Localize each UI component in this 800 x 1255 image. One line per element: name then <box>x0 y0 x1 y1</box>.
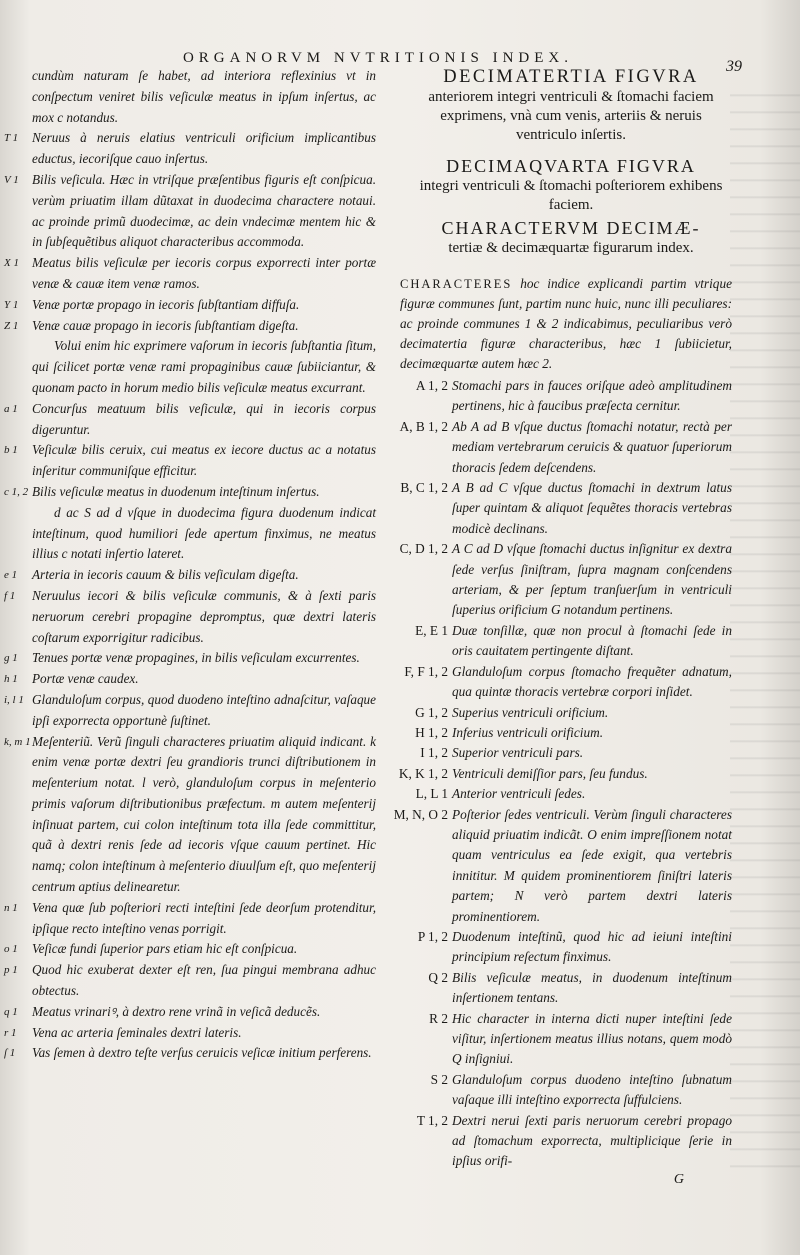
index-entry <box>4 253 376 295</box>
entry-key: o 1 <box>4 943 18 956</box>
index-entry <box>4 440 376 482</box>
right-column <box>370 66 732 1188</box>
entry-text: Anterior ventriculi ſedes. <box>452 786 586 802</box>
entry-text: Vena quæ ſub poſteriori recti inteſtini ſede deorſum protenditur, ipſique recto inteſtino venas porrigit. <box>32 899 376 936</box>
entry-key: I 1, 2 <box>420 745 448 761</box>
index-entry <box>4 939 376 960</box>
index-entry <box>4 960 376 1002</box>
entry-key: e 1 <box>4 569 18 582</box>
index-entry <box>370 621 732 662</box>
index-entry <box>18 336 376 398</box>
entry-key: k, m 1 <box>4 735 31 748</box>
figure-14-caption: integri ventriculi & ſtomachi poſteriorem exhibens faciem. <box>419 178 723 213</box>
entry-text: Superior ventriculi pars. <box>452 745 584 761</box>
entry-key: K, K 1, 2 <box>398 765 448 781</box>
entry-text: Veſicæ fundi ſuperior pars etiam hic eſt conſpicua. <box>32 941 298 957</box>
entry-text: Veſiculæ bilis ceruix, cui meatus ex iecore ductus ac a notatus inſeritur communiſque efficitur. <box>32 442 376 479</box>
figure-13-caption: anteriorem integri ventriculi & ſtomachi faciem exprimens, vnà cum venis, arteriis & neruis ventriculo inſertis. <box>428 89 714 143</box>
index-entry <box>4 690 376 732</box>
character-index-subtitle: tertiæ & decimæquartæ figurarum index. <box>448 240 694 256</box>
entry-text: Duæ tonſillæ, quæ non procul à ſtomachi ſede in oris cauitatem pertingente diſtant. <box>452 622 732 659</box>
entry-text: Dextri nerui ſexti paris neruorum cerebri propago ad ſtomachum exporrecta, multiplicique ſerie in ipſius orifi- <box>452 1112 732 1169</box>
entry-key: r 1 <box>4 1026 17 1039</box>
entry-text: Ventriculi demiſſior pars, ſeu fundus. <box>452 765 648 781</box>
entry-text: Volui enim hic exprimere vaſorum in iecoris ſubſtantia ſitum, qui ſcilicet portæ venæ rami propaginibus cauæ ſubiiciantur, & quonam pacto in horum medio bilis veſiculæ meatus excurrant. <box>32 338 376 395</box>
entry-key: R 2 <box>429 1010 448 1026</box>
entry-text: cundùm naturam ſe habet, ad interiora reflexinius vt in conſpectum veniret bilis veſiculæ meatus in ipſum inſertus, ac mox c notandus. <box>32 68 376 125</box>
entry-key: T 1 <box>4 132 19 145</box>
entry-key: Z 1 <box>4 319 19 332</box>
index-entry <box>370 703 732 723</box>
index-entry <box>4 648 376 669</box>
left-column-index <box>4 66 376 1064</box>
intro-text: hoc indice explicandi partim vtrique figuræ communes ſunt, partim nunc huic, nunc illi peculiares: ac proinde communes 1 & 2 indicabimus, peculiaribus verò decimatertia figuræ characteribus, hæc 1 ſubiicietur, decimæquartæ autem hæc 2. <box>400 276 732 371</box>
index-introduction <box>370 274 732 374</box>
index-entry <box>370 723 732 743</box>
index-entry <box>370 1070 732 1111</box>
index-entry <box>370 764 732 784</box>
entry-text: Stomachi pars in fauces oriſque adeò amplitudinem pertinens, hic à faucibus præſecta cernitur. <box>452 378 732 414</box>
entry-key: L, L 1 <box>415 786 448 802</box>
entry-key: p 1 <box>4 964 18 977</box>
entry-key: q 1 <box>4 1005 18 1018</box>
index-entry <box>4 295 376 316</box>
entry-key: H 1, 2 <box>415 724 448 740</box>
entry-text: Poſterior ſedes ventriculi. Verùm ſinguli characteres aliquid priuatim indicãt. O enim impreſſionem notat quam ventriculus ea ſede exigit, qua vertebris innititur. M quidem prominentiorem ſiniſtri lateris partem; N verò partem dextri lateris prominentiorem. <box>452 806 732 924</box>
entry-key: G 1, 2 <box>415 704 448 720</box>
right-index-entries <box>370 376 732 1172</box>
entry-text: A C ad D vſque ſtomachi ductus inſignitur ex dextra ſede verſus ſiniſtram, ſupra magnam conſcendens arteriam, & per ſeptum tranſuerſum in ventriculi ſuperius orificium G notandum pertinens. <box>452 541 732 618</box>
entry-text: Bilis veſiculæ meatus in duodenum inteſtinum inſertus. <box>32 483 320 499</box>
entry-key: Q 2 <box>428 969 448 985</box>
entry-text: A B ad C vſque ductus ſtomachi in dextrum latus ſuper quintam & aliquot ſequẽtes thoracis vertebras modicè declinans. <box>452 480 732 536</box>
intro-lead-word: CHARACTERES <box>400 277 513 291</box>
index-entry <box>370 376 732 417</box>
entry-text: Vas ſemen à dextro teſte verſus ceruicis veſicæ initium perferens. <box>32 1045 372 1061</box>
show-through-text <box>730 80 800 1180</box>
entry-key: f 1 <box>4 589 16 602</box>
entry-text: Tenues portæ venæ propagines, in bilis veſiculam excurrentes. <box>32 650 360 666</box>
index-entry <box>370 1009 732 1070</box>
entry-text: Meſenteriũ. Verũ ſinguli characteres priuatim aliquid indicant. k enim venæ portæ dextri ſeu grandioris trunci diſtributionem in meſenterium notat. l verò, glanduloſum corpus in meſenterio primis vaſorum diſtributionibus præfectum. m autem meſenterij inſinuat partem, cui colon inteſtinum tota illa ſede committitur, quã à dextri renis ſede ad iecoris vſque cauum pertinet. Hic namq; colon inteſtinum à meſenterio diuulſum eſt, quo meſenterij centrum aptius delinearetur. <box>32 733 376 895</box>
entry-key: B, C 1, 2 <box>400 480 448 496</box>
entry-text: Bilis veſicula. Hæc in vtriſque præſentibus figuris eſt conſpicua. verùm priuatim illam dũtaxat in duodecima charactere notaui. ac proinde primũ duodecimæ, ac dein vndecimæ mentem hic & in ſubſequẽtibus aliquot characteribus accommoda. <box>32 171 376 250</box>
entry-text: Hic character in interna dicti nuper inteſtini ſede viſitur, inſertionem meatus illius notans, quem modò Q inſigniui. <box>452 1010 732 1067</box>
entry-key: ſ 1 <box>4 1047 16 1060</box>
index-entry <box>4 1002 376 1023</box>
entry-text: Arteria in iecoris cauum & bilis veſiculam digeſta. <box>32 567 299 583</box>
entry-text: Bilis veſiculæ meatus, in duodenum inteſtinum inſertionem tentans. <box>452 969 732 1006</box>
entry-key: A, B 1, 2 <box>399 418 448 434</box>
index-entry <box>370 662 732 703</box>
entry-key: M, N, O 2 <box>393 806 448 822</box>
page-number: 39 <box>726 58 742 75</box>
figure-13-title: DECIMATERTIA FIGVRA <box>443 67 699 87</box>
entry-text: Concurſus meatuum bilis veſiculæ, qui in iecoris corpus digeruntur. <box>32 400 376 437</box>
entry-text: Venæ cauæ propago in iecoris ſubſtantiam digeſta. <box>32 317 299 333</box>
entry-text: Neruulus iecori & bilis veſiculæ communis, & à ſexti paris neruorum cerebri propagine depromptus, quæ dextri lateris coſtarum exporrigitur radicibus. <box>32 587 376 645</box>
entry-key: c 1, 2 <box>4 485 29 498</box>
entry-key: i, l 1 <box>4 693 24 706</box>
character-index-title: CHARACTERVM DECIMÆ- <box>441 218 701 238</box>
index-entry <box>370 805 732 927</box>
entry-key: F, F 1, 2 <box>404 663 448 679</box>
entry-key: b 1 <box>4 444 18 457</box>
index-entry <box>370 743 732 763</box>
entry-key: P 1, 2 <box>417 928 448 944</box>
index-entry <box>4 128 376 170</box>
index-entry <box>4 1023 376 1044</box>
entry-text: Neruus à neruis elatius ventriculi orificium implicantibus eductus, iecoriſque cauo inſertus. <box>32 130 376 167</box>
entry-text: Glanduloſum corpus, quod duodeno inteſtino adnaſcitur, vaſaque ipſi exporrecta opportunè ſuſtinet. <box>32 691 376 728</box>
index-entry <box>4 1043 376 1064</box>
index-entry <box>370 927 732 968</box>
index-entry <box>370 1111 732 1172</box>
index-entry <box>4 586 376 648</box>
index-entry <box>4 316 376 337</box>
entry-key: C, D 1, 2 <box>399 541 448 557</box>
entry-text: Ab A ad B vſque ductus ſtomachi notatur, rectà per mediam vertebrarum ceruicis & quatuor ſuperiorum thoracis ſedem deſcendens. <box>452 418 732 475</box>
index-entry <box>370 417 732 478</box>
index-entry <box>370 784 732 804</box>
catchword: G <box>673 1171 684 1187</box>
entry-key: X 1 <box>4 257 19 270</box>
entry-text: Inferius ventriculi orificium. <box>452 724 604 740</box>
entry-key: T 1, 2 <box>416 1112 448 1128</box>
index-entry <box>4 565 376 586</box>
entry-key: A 1, 2 <box>415 378 448 393</box>
entry-key: h 1 <box>4 673 18 686</box>
entry-text: d ac S ad d vſque in duodecima figura duodenum indicat inteſtinum, quod humiliori ſede apertum finximus, ne meatus illius c notati inſertio lateret. <box>32 504 376 562</box>
index-entry <box>4 732 376 898</box>
entry-text: Quod hic exuberat dexter eſt ren, ſua pingui membrana adhuc obtectus. <box>32 962 376 999</box>
entry-text: Venæ portæ propago in iecoris ſubſtantiam diffuſa. <box>32 296 300 312</box>
entry-text: Meatus bilis veſiculæ per iecoris corpus exporrecti inter portæ venæ & cauæ item venæ ramos. <box>32 255 376 291</box>
entry-key: a 1 <box>4 402 18 415</box>
entry-text: Glanduloſum corpus duodeno inteſtino ſubnatum vaſaque illi inteſtino exporrecta ſuffulciens. <box>452 1071 732 1108</box>
entry-text: Duodenum inteſtinũ, quod hic ad ieiuni inteſtini principium reſectum finximus. <box>452 928 732 965</box>
entry-text: Portæ venæ caudex. <box>32 671 139 687</box>
entry-key: g 1 <box>4 652 18 665</box>
index-entry <box>4 669 376 690</box>
entry-key: V 1 <box>4 173 19 186</box>
index-entry <box>370 539 732 621</box>
index-entry <box>4 399 376 441</box>
index-entry <box>4 898 376 940</box>
figure-14-title: DECIMAQVARTA FIGVRA <box>446 156 696 176</box>
entry-key: Y 1 <box>4 298 19 311</box>
running-header: ORGANORVM NVTRITIONIS INDEX. <box>182 50 574 66</box>
entry-text: Superius ventriculi orificium. <box>452 704 609 720</box>
entry-text: Glanduloſum corpus ſtomacho frequẽter adnatum, qua quintæ thoracis vertebræ corpori inſidet. <box>452 663 732 700</box>
index-entry <box>4 170 376 253</box>
entry-text: Vena ac arteria ſeminales dextri lateris. <box>32 1024 242 1040</box>
index-entry <box>18 66 376 128</box>
index-entry <box>18 503 376 565</box>
index-entry <box>370 968 732 1009</box>
entry-key: S 2 <box>430 1071 448 1087</box>
entry-text: Meatus vrinariꝰ, à dextro rene vrinã in veſicã deducẽs. <box>32 1003 321 1019</box>
index-entry <box>370 478 732 539</box>
index-entry <box>4 482 376 503</box>
entry-key: E, E 1 <box>415 622 448 638</box>
entry-key: n 1 <box>4 901 18 914</box>
